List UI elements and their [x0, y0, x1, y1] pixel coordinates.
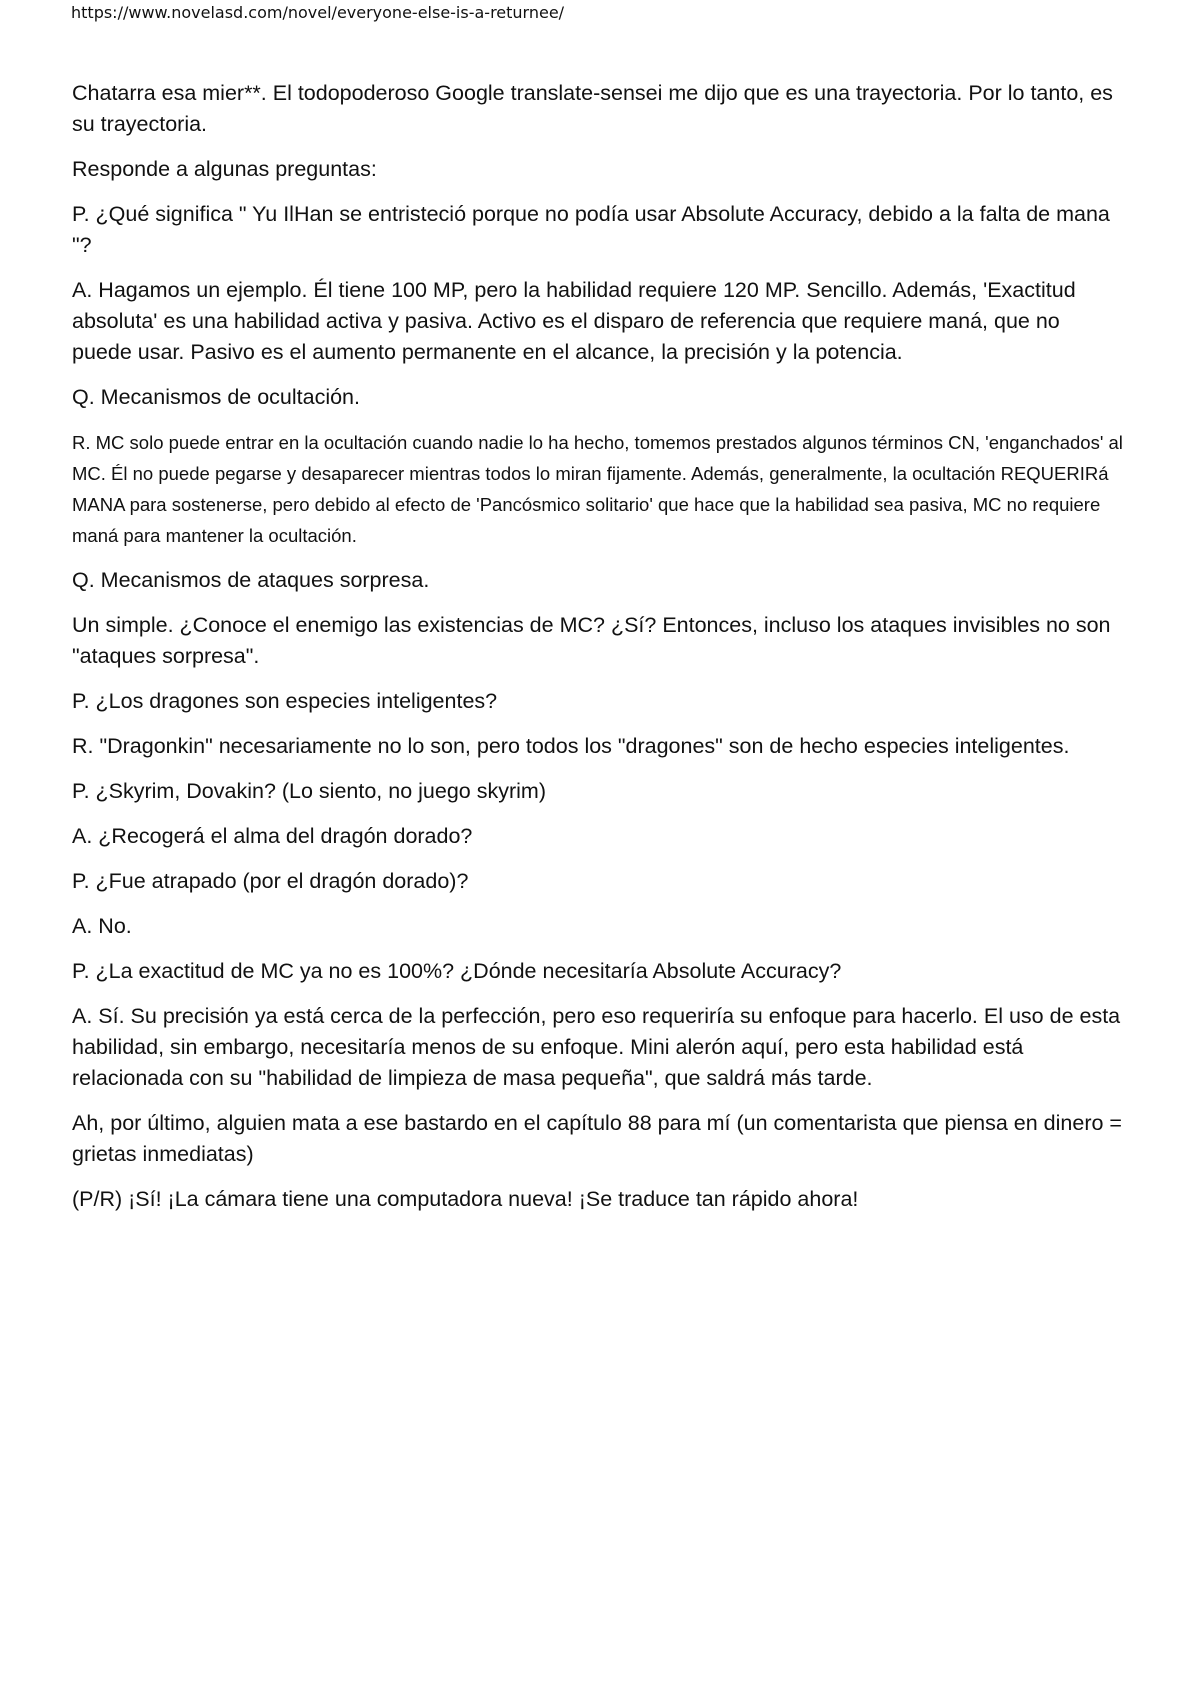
- paragraph: P. ¿La exactitud de MC ya no es 100%? ¿Dónde necesitaría Absolute Accuracy?: [72, 959, 842, 983]
- paragraph: Q. Mecanismos de ocultación.: [72, 385, 360, 409]
- paragraph: (P/R) ¡Sí! ¡La cámara tiene una computadora nueva! ¡Se traduce tan rápido ahora!: [72, 1187, 859, 1211]
- paragraph: A. Sí. Su precisión ya está cerca de la perfección, pero eso requeriría su enfoque para hacerlo. El uso de esta habilidad, sin embargo, necesitaría menos de su enfoque. Mini alerón aquí, pero esta habilidad está relacionada con su "habilidad de limpieza de masa pequeña", que saldrá más tarde.: [72, 1004, 1121, 1090]
- paragraph: Ah, por último, alguien mata a ese bastardo en el capítulo 88 para mí (un comentarista que piensa en dinero = grietas inmediatas): [72, 1111, 1122, 1166]
- paragraph: P. ¿Fue atrapado (por el dragón dorado)?: [72, 869, 469, 893]
- paragraph: A. Hagamos un ejemplo. Él tiene 100 MP, pero la habilidad requiere 120 MP. Sencillo. Además, 'Exactitud absoluta' es una habilidad activa y pasiva. Activo es el disparo de referencia que requiere maná, que no puede usar. Pasivo es el aumento permanente en el alcance, la precisión y la potencia.: [72, 278, 1076, 364]
- paragraph: Un simple. ¿Conoce el enemigo las existencias de MC? ¿Sí? Entonces, incluso los ataques invisibles no son "ataques sorpresa".: [72, 613, 1111, 668]
- paragraph: Responde a algunas preguntas:: [72, 157, 377, 181]
- paragraph: Q. Mecanismos de ataques sorpresa.: [72, 568, 430, 592]
- paragraph: R. MC solo puede entrar en la ocultación cuando nadie lo ha hecho, tomemos prestados algunos términos CN, 'enganchados' al MC. Él no puede pegarse y desaparecer mientras todos lo miran fijamente. Además, generalmente, la ocultación REQUERIRá MANA para sostenerse, pero debido al efecto de 'Pancósmico solitario' que hace que la habilidad sea pasiva, MC no requiere maná para mantener la ocultación.: [72, 432, 1123, 546]
- page-url-header: https://www.novelasd.com/novel/everyone-else-is-a-returnee/: [71, 3, 565, 22]
- paragraph: P. ¿Qué significa " Yu IlHan se entristeció porque no podía usar Absolute Accuracy, debido a la falta de mana "?: [72, 202, 1110, 257]
- paragraph: A. ¿Recogerá el alma del dragón dorado?: [72, 824, 473, 848]
- paragraph: A. No.: [72, 914, 132, 938]
- paragraph: P. ¿Los dragones son especies inteligentes?: [72, 689, 498, 713]
- paragraph: Chatarra esa mier**. El todopoderoso Google translate-sensei me dijo que es una trayectoria. Por lo tanto, es su trayectoria.: [72, 81, 1113, 136]
- document-body: [72, 78, 1124, 1229]
- paragraph: R. "Dragonkin" necesariamente no lo son, pero todos los "dragones" son de hecho especies inteligentes.: [72, 734, 1070, 758]
- paragraph: P. ¿Skyrim, Dovakin? (Lo siento, no juego skyrim): [72, 779, 546, 803]
